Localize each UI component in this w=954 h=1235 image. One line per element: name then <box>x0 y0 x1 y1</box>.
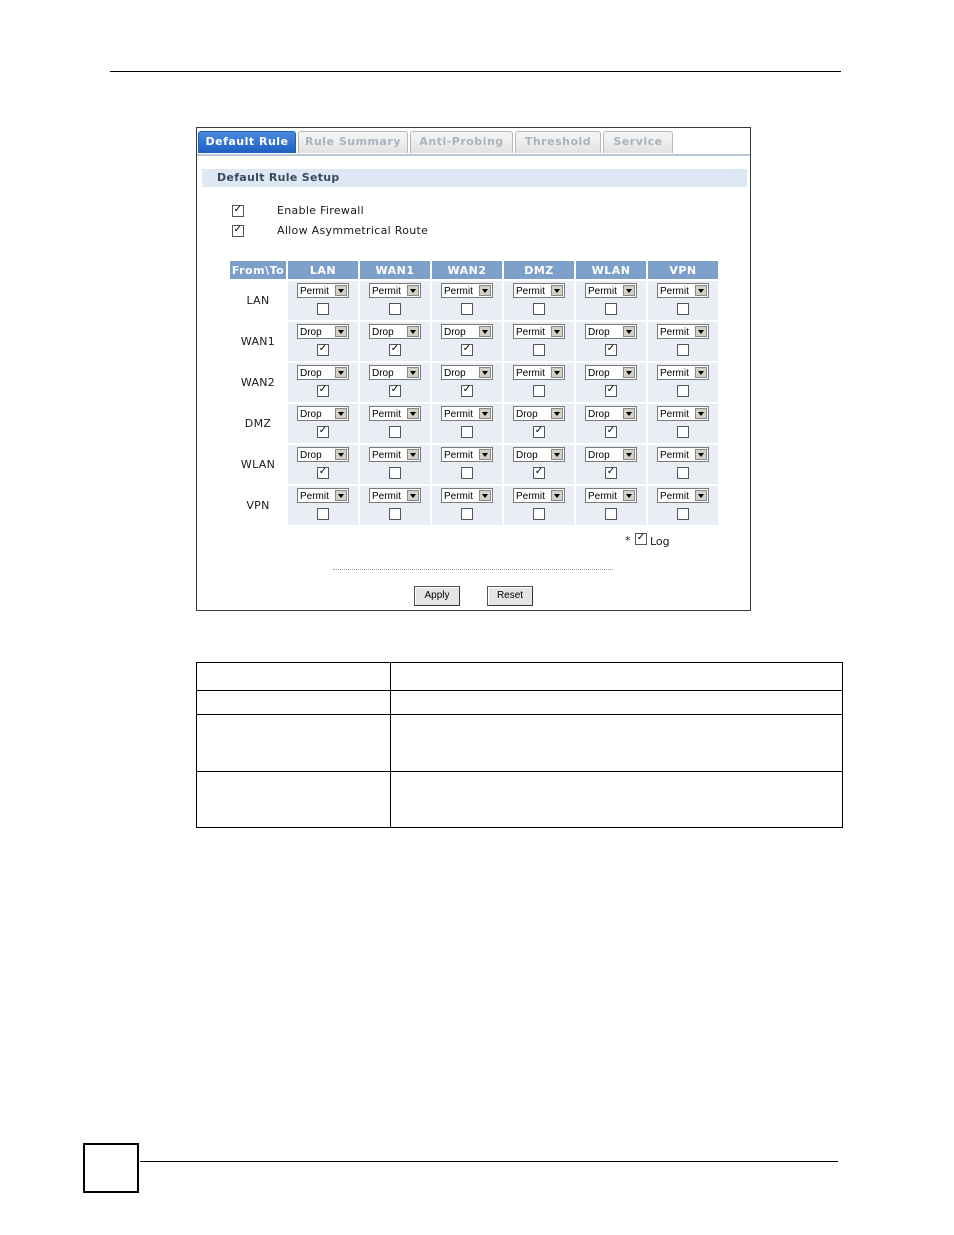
action-select[interactable] <box>513 283 565 298</box>
action-select-value: Drop <box>516 409 538 420</box>
action-select-value: Permit <box>444 450 473 461</box>
action-select[interactable] <box>297 365 349 380</box>
dropdown-arrow-icon <box>479 326 491 337</box>
action-select-value: Permit <box>300 286 329 297</box>
log-checkbox[interactable] <box>677 344 689 356</box>
dropdown-arrow-icon <box>407 326 419 337</box>
page-bottom-rule <box>140 1161 838 1162</box>
dropdown-arrow-icon <box>695 326 707 337</box>
tab-rule-summary[interactable]: Rule Summary <box>298 131 408 153</box>
description-table <box>196 662 843 828</box>
action-select-value: Permit <box>588 286 617 297</box>
dropdown-arrow-icon <box>407 449 419 460</box>
log-checkbox[interactable] <box>317 467 329 479</box>
matrix-cell <box>648 445 718 484</box>
log-checkbox[interactable] <box>317 344 329 356</box>
matrix-cell <box>360 322 430 361</box>
dropdown-arrow-icon <box>551 367 563 378</box>
log-legend-checkbox <box>635 533 647 545</box>
log-checkbox[interactable] <box>605 344 617 356</box>
tab-bar <box>197 128 750 156</box>
action-select[interactable] <box>585 365 637 380</box>
dropdown-arrow-icon <box>407 490 419 501</box>
action-select-value: Drop <box>444 368 466 379</box>
action-select-value: Permit <box>660 286 689 297</box>
dropdown-arrow-icon <box>479 285 491 296</box>
action-select-value: Permit <box>660 450 689 461</box>
action-select-value: Drop <box>588 368 610 379</box>
matrix-cell <box>432 322 502 361</box>
matrix-row <box>230 322 718 361</box>
matrix-cell <box>576 322 646 361</box>
log-checkbox[interactable] <box>677 467 689 479</box>
log-checkbox[interactable] <box>605 426 617 438</box>
action-select-value: Permit <box>516 327 545 338</box>
section-title: Default Rule Setup <box>202 169 747 187</box>
action-select-value: Permit <box>660 368 689 379</box>
action-select-value: Permit <box>516 491 545 502</box>
dropdown-arrow-icon <box>623 408 635 419</box>
matrix-row <box>230 281 718 320</box>
matrix-cell <box>504 486 574 525</box>
action-select-value: Permit <box>444 491 473 502</box>
dropdown-arrow-icon <box>551 326 563 337</box>
action-select[interactable] <box>441 324 493 339</box>
log-checkbox[interactable] <box>533 344 545 356</box>
description-header-cell <box>197 663 391 691</box>
matrix-row-header-wlan: WLAN <box>230 445 286 484</box>
dropdown-arrow-icon <box>407 285 419 296</box>
action-select-value: Drop <box>300 409 322 420</box>
action-select-value: Drop <box>588 327 610 338</box>
log-checkbox[interactable] <box>461 385 473 397</box>
matrix-cell <box>360 486 430 525</box>
log-checkbox[interactable] <box>677 426 689 438</box>
matrix-cell <box>360 281 430 320</box>
action-select-value: Drop <box>444 327 466 338</box>
action-select-value: Permit <box>516 368 545 379</box>
action-select-value: Drop <box>372 368 394 379</box>
action-select[interactable] <box>513 406 565 421</box>
action-select[interactable] <box>513 365 565 380</box>
description-row <box>197 691 843 715</box>
matrix-col-header-vpn: VPN <box>648 261 718 279</box>
action-select-value: Drop <box>516 450 538 461</box>
matrix-row <box>230 404 718 443</box>
dropdown-arrow-icon <box>695 285 707 296</box>
matrix-cell <box>648 404 718 443</box>
action-select[interactable] <box>657 365 709 380</box>
asym-route-checkbox[interactable] <box>232 225 244 237</box>
dropdown-arrow-icon <box>551 490 563 501</box>
action-select[interactable] <box>369 447 421 462</box>
page-number-box <box>83 1143 139 1193</box>
matrix-cell <box>504 445 574 484</box>
log-checkbox[interactable] <box>317 508 329 520</box>
log-checkbox[interactable] <box>461 303 473 315</box>
action-select[interactable] <box>657 283 709 298</box>
log-checkbox[interactable] <box>677 303 689 315</box>
matrix-cell <box>576 281 646 320</box>
action-select[interactable] <box>369 365 421 380</box>
log-legend-label: Log <box>650 535 670 548</box>
matrix-col-header-wan2: WAN2 <box>432 261 502 279</box>
dropdown-arrow-icon <box>407 408 419 419</box>
enable-firewall-checkbox[interactable] <box>232 205 244 217</box>
action-select-value: Permit <box>300 491 329 502</box>
matrix-cell <box>288 404 358 443</box>
asym-route-label: Allow Asymmetrical Route <box>277 224 429 237</box>
log-checkbox[interactable] <box>533 467 545 479</box>
dropdown-arrow-icon <box>479 367 491 378</box>
action-select[interactable] <box>585 488 637 503</box>
dropdown-arrow-icon <box>695 408 707 419</box>
dropdown-arrow-icon <box>335 367 347 378</box>
matrix-cell <box>288 281 358 320</box>
dotted-divider <box>333 569 613 570</box>
matrix-cell <box>576 404 646 443</box>
action-select[interactable] <box>585 283 637 298</box>
action-select[interactable] <box>657 406 709 421</box>
log-star: * <box>625 534 631 547</box>
matrix-row <box>230 445 718 484</box>
matrix-col-header-wan1: WAN1 <box>360 261 430 279</box>
log-checkbox[interactable] <box>389 508 401 520</box>
description-row <box>197 715 843 772</box>
action-select-value: Drop <box>300 368 322 379</box>
matrix-cell <box>360 404 430 443</box>
tab-threshold[interactable]: Threshold <box>515 131 601 153</box>
dropdown-arrow-icon <box>623 367 635 378</box>
matrix-cell <box>648 363 718 402</box>
action-select[interactable] <box>441 488 493 503</box>
dropdown-arrow-icon <box>335 326 347 337</box>
matrix-cell <box>360 363 430 402</box>
action-select[interactable] <box>369 488 421 503</box>
matrix-cell <box>432 363 502 402</box>
action-select-value: Permit <box>660 491 689 502</box>
action-select-value: Permit <box>444 286 473 297</box>
matrix-cell <box>360 445 430 484</box>
tab-service[interactable]: Service <box>603 131 673 153</box>
log-checkbox[interactable] <box>677 385 689 397</box>
log-checkbox[interactable] <box>677 508 689 520</box>
matrix-row-header-wan2: WAN2 <box>230 363 286 402</box>
log-checkbox[interactable] <box>605 303 617 315</box>
action-select[interactable] <box>369 406 421 421</box>
log-checkbox[interactable] <box>605 467 617 479</box>
matrix-cell <box>576 486 646 525</box>
log-checkbox[interactable] <box>461 467 473 479</box>
matrix-cell <box>504 322 574 361</box>
matrix-row-header-wan1: WAN1 <box>230 322 286 361</box>
action-select[interactable] <box>441 283 493 298</box>
dropdown-arrow-icon <box>695 449 707 460</box>
matrix-cell <box>576 445 646 484</box>
action-select[interactable] <box>585 447 637 462</box>
dropdown-arrow-icon <box>623 449 635 460</box>
log-checkbox[interactable] <box>533 385 545 397</box>
matrix-cell <box>432 281 502 320</box>
matrix-row-header-dmz: DMZ <box>230 404 286 443</box>
action-select-value: Permit <box>660 327 689 338</box>
log-checkbox[interactable] <box>389 385 401 397</box>
dropdown-arrow-icon <box>335 449 347 460</box>
action-select[interactable] <box>657 324 709 339</box>
description-header-cell <box>391 663 843 691</box>
action-select[interactable] <box>513 447 565 462</box>
enable-firewall-label: Enable Firewall <box>277 204 364 217</box>
action-select-value: Permit <box>372 491 401 502</box>
reset-button[interactable]: Reset <box>487 586 533 606</box>
action-select[interactable] <box>657 447 709 462</box>
action-select-value: Drop <box>588 450 610 461</box>
action-select-value: Permit <box>372 286 401 297</box>
matrix-cell <box>504 363 574 402</box>
dropdown-arrow-icon <box>335 490 347 501</box>
description-row <box>197 772 843 828</box>
matrix-cell <box>288 486 358 525</box>
log-checkbox[interactable] <box>389 344 401 356</box>
matrix-cell <box>432 486 502 525</box>
log-checkbox[interactable] <box>533 426 545 438</box>
dropdown-arrow-icon <box>479 408 491 419</box>
action-select[interactable] <box>441 406 493 421</box>
dropdown-arrow-icon <box>479 490 491 501</box>
action-select[interactable] <box>297 324 349 339</box>
action-select-value: Permit <box>588 491 617 502</box>
action-select[interactable] <box>585 406 637 421</box>
action-select[interactable] <box>297 283 349 298</box>
action-select[interactable] <box>297 406 349 421</box>
matrix-row <box>230 486 718 525</box>
log-checkbox[interactable] <box>605 385 617 397</box>
matrix-col-header-lan: LAN <box>288 261 358 279</box>
matrix-corner-header: From\To <box>230 261 286 279</box>
matrix-cell <box>432 404 502 443</box>
action-select-value: Permit <box>660 409 689 420</box>
matrix-cell <box>288 322 358 361</box>
page-top-rule <box>110 71 841 72</box>
log-checkbox[interactable] <box>461 344 473 356</box>
action-select[interactable] <box>513 488 565 503</box>
action-select[interactable] <box>441 365 493 380</box>
matrix-cell <box>288 363 358 402</box>
matrix-cell <box>576 363 646 402</box>
dropdown-arrow-icon <box>551 408 563 419</box>
log-checkbox[interactable] <box>389 467 401 479</box>
action-select[interactable] <box>297 447 349 462</box>
action-select-value: Permit <box>372 450 401 461</box>
action-select-value: Permit <box>444 409 473 420</box>
matrix-cell <box>504 404 574 443</box>
matrix-cell <box>432 445 502 484</box>
log-checkbox[interactable] <box>317 426 329 438</box>
matrix-row <box>230 363 718 402</box>
action-select[interactable] <box>369 283 421 298</box>
log-checkbox[interactable] <box>389 303 401 315</box>
log-checkbox[interactable] <box>605 508 617 520</box>
log-checkbox[interactable] <box>461 426 473 438</box>
log-checkbox[interactable] <box>461 508 473 520</box>
matrix-row-header-vpn: VPN <box>230 486 286 525</box>
matrix-cell <box>648 486 718 525</box>
dropdown-arrow-icon <box>479 449 491 460</box>
log-checkbox[interactable] <box>317 303 329 315</box>
dropdown-arrow-icon <box>623 326 635 337</box>
log-checkbox[interactable] <box>533 303 545 315</box>
action-select[interactable] <box>297 488 349 503</box>
matrix-col-header-dmz: DMZ <box>504 261 574 279</box>
zone-rule-matrix <box>228 259 720 527</box>
log-checkbox[interactable] <box>317 385 329 397</box>
firewall-window <box>196 127 751 611</box>
matrix-cell <box>288 445 358 484</box>
dropdown-arrow-icon <box>335 408 347 419</box>
dropdown-arrow-icon <box>551 285 563 296</box>
dropdown-arrow-icon <box>695 490 707 501</box>
action-select-value: Drop <box>372 327 394 338</box>
matrix-cell <box>648 322 718 361</box>
dropdown-arrow-icon <box>335 285 347 296</box>
tab-default-rule[interactable]: Default Rule <box>198 131 296 153</box>
action-select-value: Permit <box>372 409 401 420</box>
action-select[interactable] <box>441 447 493 462</box>
dropdown-arrow-icon <box>623 285 635 296</box>
action-select-value: Drop <box>300 327 322 338</box>
matrix-cell <box>504 281 574 320</box>
matrix-col-header-wlan: WLAN <box>576 261 646 279</box>
dropdown-arrow-icon <box>695 367 707 378</box>
dropdown-arrow-icon <box>407 367 419 378</box>
dropdown-arrow-icon <box>551 449 563 460</box>
tab-anti-probing[interactable]: Anti-Probing <box>410 131 513 153</box>
action-select[interactable] <box>585 324 637 339</box>
apply-button[interactable]: Apply <box>414 586 460 606</box>
action-select[interactable] <box>369 324 421 339</box>
matrix-cell <box>648 281 718 320</box>
action-select-value: Drop <box>300 450 322 461</box>
log-checkbox[interactable] <box>533 508 545 520</box>
action-select[interactable] <box>657 488 709 503</box>
log-checkbox[interactable] <box>389 426 401 438</box>
matrix-row-header-lan: LAN <box>230 281 286 320</box>
description-header-row <box>197 663 843 691</box>
action-select[interactable] <box>513 324 565 339</box>
dropdown-arrow-icon <box>623 490 635 501</box>
action-select-value: Permit <box>516 286 545 297</box>
action-select-value: Drop <box>588 409 610 420</box>
